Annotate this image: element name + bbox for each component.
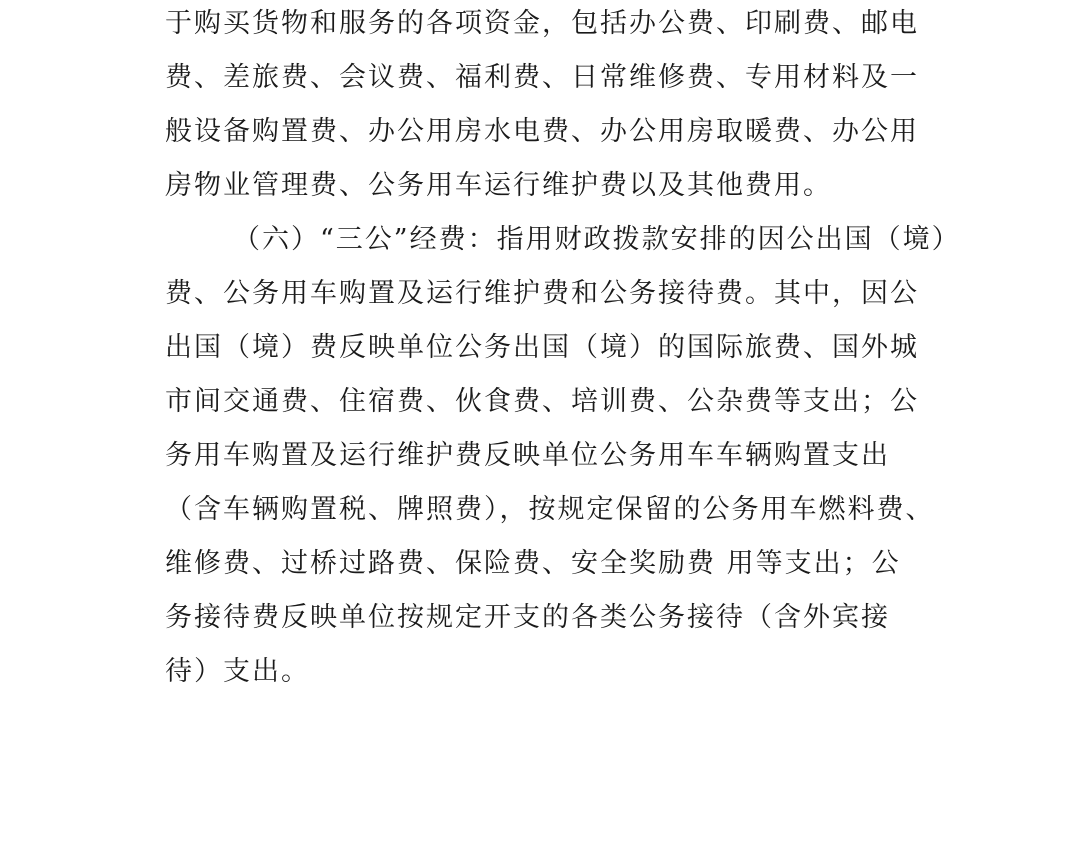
text-line: 待）支出。 (165, 656, 310, 687)
text-line: 务接待费反映单位按规定开支的各类公务接待（含外宾接 (165, 602, 890, 633)
text-line: （含车辆购置税、牌照费），按规定保留的公务用车燃料费、 (165, 494, 935, 525)
text-line: 务用车购置及运行维护费反映单位公务用车车辆购置支出 (165, 440, 890, 471)
text-line: 于购买货物和服务的各项资金，包括办公费、印刷费、邮电 (165, 8, 919, 39)
text-line: 市间交通费、住宿费、伙食费、培训费、公杂费等支出；公 (165, 386, 919, 417)
text-line: 房物业管理费、公务用车运行维护费以及其他费用。 (165, 170, 832, 201)
text-line: 费、公务用车购置及运行维护费和公务接待费。其中，因公 (165, 278, 919, 309)
text-line-section-heading: （六）“三公”经费：指用财政拨款安排的因公出国（境） (233, 224, 961, 255)
text-line: 出国（境）费反映单位公务出国（境）的国际旅费、国外城 (165, 332, 919, 363)
text-line: 般设备购置费、办公用房水电费、办公用房取暖费、办公用 (165, 116, 919, 147)
text-line: 维修费、过桥过路费、保险费、安全奖励费 用等支出；公 (165, 548, 901, 579)
text-line: 费、差旅费、会议费、福利费、日常维修费、专用材料及一 (165, 62, 919, 93)
